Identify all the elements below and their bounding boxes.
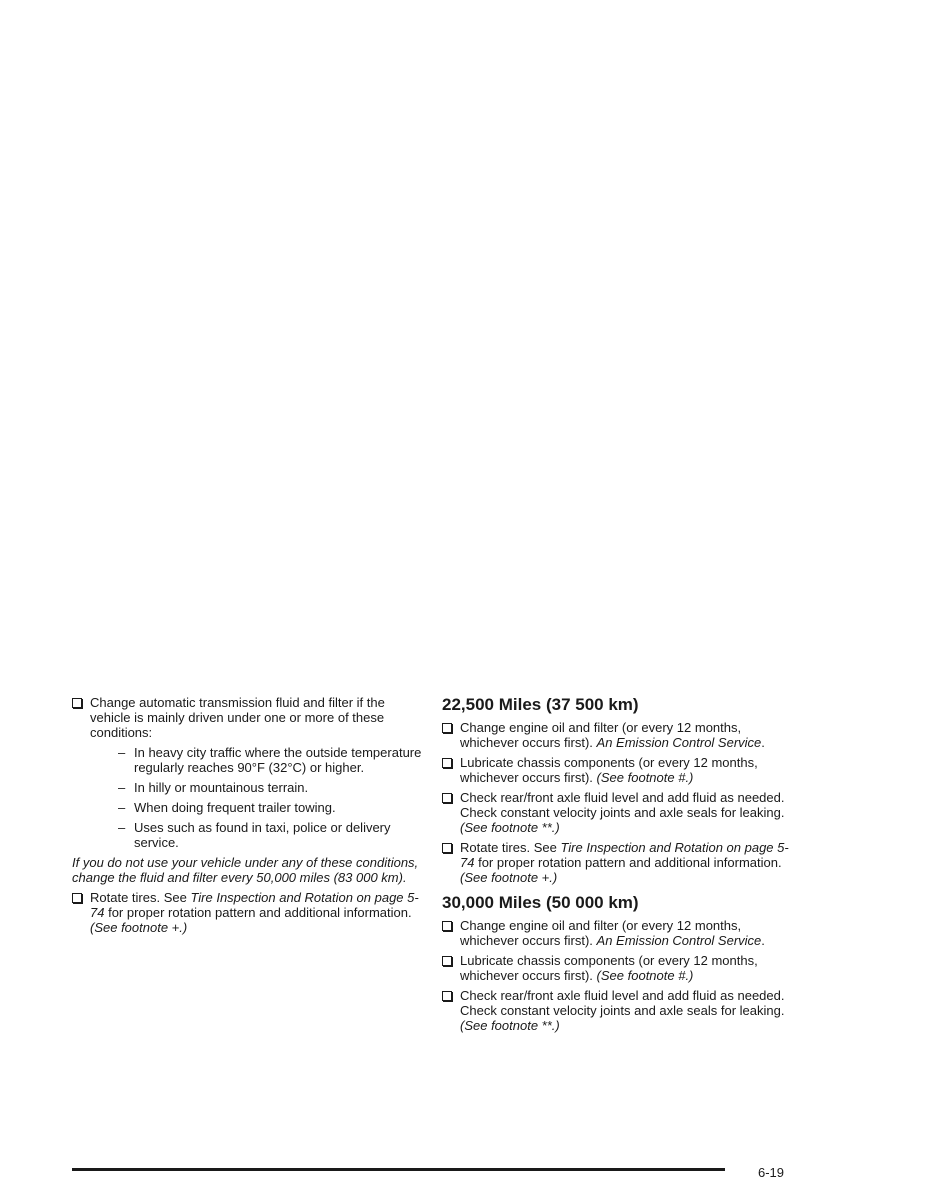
- checklist-item-oil: [442, 918, 802, 948]
- dash-bullet: –: [118, 820, 126, 835]
- checklist-item-transmission: [72, 695, 422, 740]
- footnote-reference: (See footnote **.): [460, 820, 560, 835]
- checkbox-icon[interactable]: [72, 893, 82, 903]
- condition-item: [72, 745, 422, 775]
- checklist-item-lubricate: [442, 953, 802, 983]
- checklist-item-oil: [442, 720, 802, 750]
- dash-bullet: –: [118, 780, 126, 795]
- dash-bullet: –: [118, 800, 126, 815]
- checklist-item-axle: [442, 988, 802, 1033]
- condition-item: [72, 800, 422, 815]
- condition-text: In hilly or mountainous terrain.: [134, 780, 309, 795]
- period: .: [761, 933, 765, 948]
- item-text: Change engine oil and filter (or every 12 months, whichever occurs first).: [460, 720, 742, 750]
- item-text: for proper rotation pattern and additional information.: [104, 905, 412, 920]
- item-text: for proper rotation pattern and additional information.: [474, 855, 782, 870]
- checkbox-icon[interactable]: [72, 698, 82, 708]
- checkbox-icon[interactable]: [442, 793, 452, 803]
- checklist-item-axle: [442, 790, 802, 835]
- item-text: Rotate tires. See: [460, 840, 561, 855]
- period: .: [761, 735, 765, 750]
- footnote-reference: (See footnote #.): [596, 968, 694, 983]
- checkbox-icon[interactable]: [442, 723, 452, 733]
- checklist-item-rotate-tires: [442, 840, 802, 885]
- section-heading-22500: 22,500 Miles (37 500 km): [442, 695, 639, 714]
- condition-item: [72, 820, 422, 850]
- footer-rule: [72, 1168, 725, 1171]
- checkbox-icon[interactable]: [442, 991, 452, 1001]
- condition-text: Uses such as found in taxi, police or delivery service.: [134, 820, 391, 850]
- condition-text: When doing frequent trailer towing.: [134, 800, 336, 815]
- checkbox-icon[interactable]: [442, 921, 452, 931]
- item-text: Lubricate chassis components (or every 12 months, whichever occurs first).: [460, 953, 758, 983]
- cross-reference-link[interactable]: Tire Inspection and Rotation on page 5-74: [460, 840, 789, 870]
- footnote-reference: (See footnote #.): [596, 770, 694, 785]
- item-text: Change automatic transmission fluid and filter if the vehicle is mainly driven under one or more of these conditions:: [90, 695, 385, 740]
- checkbox-icon[interactable]: [442, 758, 452, 768]
- checklist-item-lubricate: [442, 755, 802, 785]
- dash-bullet: –: [118, 745, 126, 760]
- cross-reference-link[interactable]: Tire Inspection and Rotation on page 5-74: [90, 890, 419, 920]
- checkbox-icon[interactable]: [442, 956, 452, 966]
- item-text: Check rear/front axle fluid level and add fluid as needed. Check constant velocity joints and axle seals for leaking.: [460, 988, 785, 1018]
- page-number: 6-19: [758, 1165, 785, 1180]
- footnote-reference: (See footnote +.): [460, 870, 558, 885]
- left-column: [72, 695, 422, 940]
- condition-item: [72, 780, 422, 795]
- footnote-reference: (See footnote +.): [90, 920, 188, 935]
- emission-note: An Emission Control Service: [596, 933, 762, 948]
- section-heading-30000: 30,000 Miles (50 000 km): [442, 893, 639, 912]
- footnote-reference: (See footnote **.): [460, 1018, 560, 1033]
- item-text: Change engine oil and filter (or every 12 months, whichever occurs first).: [460, 918, 742, 948]
- item-text: Rotate tires. See: [90, 890, 191, 905]
- item-text: Check rear/front axle fluid level and add fluid as needed. Check constant velocity joints and axle seals for leaking.: [460, 790, 785, 820]
- checkbox-icon[interactable]: [442, 843, 452, 853]
- checklist-item-rotate-tires: [72, 890, 422, 935]
- emission-note: An Emission Control Service: [596, 735, 762, 750]
- right-column: [442, 695, 802, 1038]
- italic-note: If you do not use your vehicle under any of these conditions, change the fluid and filter every 50,000 miles (83 000 km).: [72, 855, 419, 885]
- condition-text: In heavy city traffic where the outside temperature regularly reaches 90°F (32°C) or higher.: [134, 745, 422, 775]
- item-text: Lubricate chassis components (or every 12 months, whichever occurs first).: [460, 755, 758, 785]
